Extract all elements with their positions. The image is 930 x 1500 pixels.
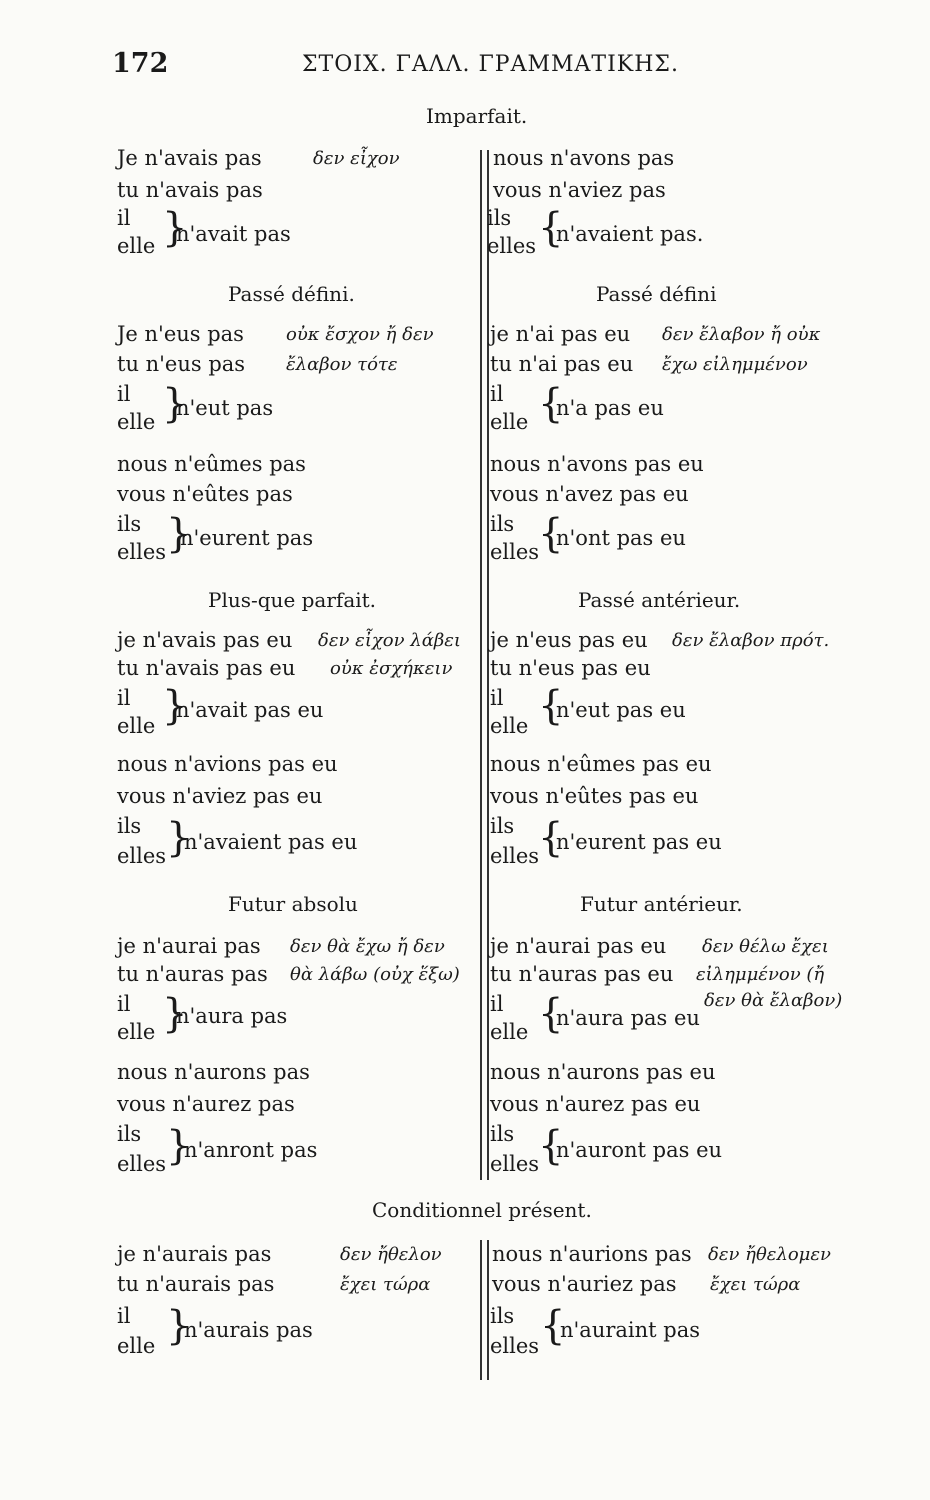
brace: { [538,381,564,427]
brace: } [166,1303,192,1349]
imparfait-r2: vous n'aviez pas [493,178,666,202]
brace: } [162,381,188,427]
brace: { [538,205,564,251]
co-l5: n'aurais pas [184,1318,313,1342]
imparfait-r5: n'avaient pas. [556,222,704,246]
pd-l10: n'eurent pas [180,526,314,550]
brace: } [166,1123,192,1169]
pd-r7: vous n'avez pas eu [490,482,689,506]
fu-gk2: θὰ λάβω (οὐχ ἕξω) [290,964,460,985]
pa-r5: n'eut pas eu [556,698,686,722]
fa-r6: nous n'aurons pas eu [490,1060,716,1084]
pd-r4: elle [490,410,529,434]
co-r2: vous n'auriez pas [492,1272,677,1296]
pqp-l7: vous n'aviez pas eu [117,784,323,808]
pd-l4: elle [117,410,156,434]
pd-l3: il [117,382,131,406]
pa-r2: tu n'eus pas eu [490,656,651,680]
pd-l6: nous n'eûmes pas [117,452,306,476]
pqp-l8: ils [117,814,142,838]
fu-l9: elles [117,1152,167,1176]
pqp-l4: elle [117,714,156,738]
pqp-l6: nous n'avions pas eu [117,752,338,776]
column-divider [480,150,489,1180]
fu-gk1: δεν θὰ ἔχω ἤ δεν [290,936,445,957]
brace: } [162,991,188,1037]
pqp-l1: je n'avais pas eu [117,628,293,652]
pd-r6: nous n'avons pas eu [490,452,704,476]
pqp-l5: n'avait pas eu [176,698,324,722]
pd-gk1: οὐκ ἔσχον ἤ δεν [286,324,434,345]
co-r5: n'auraint pas [560,1318,700,1342]
pa-r7: vous n'eûtes pas eu [490,784,699,808]
pqp-l9: elles [117,844,167,868]
pa-r9: elles [490,844,540,868]
brace: } [166,511,192,557]
pqp-gk2: οὐκ ἐσχήκειν [330,658,453,679]
brace: { [540,1303,566,1349]
pa-r8: ils [490,814,515,838]
imparfait-r3: ils [487,206,512,230]
co-gk2: ἔχει τώρα [340,1274,431,1295]
brace: } [166,815,192,861]
brace: { [538,683,564,729]
fa-gkr3: δεν θὰ ἔλαβον) [704,990,843,1011]
heading-futur-absolu: Futur absolu [228,892,358,916]
pa-r1: je n'eus pas eu [490,628,648,652]
fa-r10: n'auront pas eu [556,1138,723,1162]
heading-imparfait: Imparfait. [426,104,528,128]
pa-r3: il [490,686,504,710]
pd-l9: elles [117,540,167,564]
pd-r5: n'a pas eu [556,396,664,420]
fu-l8: ils [117,1122,142,1146]
imparfait-gk1: δεν εἶχον [313,148,400,169]
fu-l1: je n'aurai pas [117,934,261,958]
pqp-gk1: δεν εἶχον λάβει [318,630,461,651]
heading-passe-defini-right: Passé défini [596,282,717,306]
heading-passe-anterieur: Passé antérieur. [578,588,741,612]
co-gkr2: ἔχει τώρα [710,1274,801,1295]
pd-l7: vous n'eûtes pas [117,482,293,506]
fa-gkr1: δεν θέλω ἔχει [702,936,829,957]
imparfait-r1: nous n'avons pas [493,146,675,170]
pd-l1: Je n'eus pas [117,322,244,346]
pd-r8: ils [490,512,515,536]
fu-l3: il [117,992,131,1016]
pa-r4: elle [490,714,529,738]
co-r1: nous n'aurions pas [492,1242,692,1266]
pd-r10: n'ont pas eu [556,526,686,550]
pd-l8: ils [117,512,142,536]
imparfait-l5: n'avait pas [176,222,291,246]
pd-r3: il [490,382,504,406]
heading-conditionnel: Conditionnel présent. [372,1198,592,1222]
pqp-l10: n'avaient pas eu [184,830,358,854]
pd-l2: tu n'eus pas [117,352,246,376]
co-l3: il [117,1304,131,1328]
imparfait-l2: tu n'avais pas [117,178,263,202]
fu-l2: tu n'auras pas [117,962,268,986]
pd-gkr1: δεν ἔλαβον ἤ οὐκ [662,324,821,345]
pd-gkr2: ἔχω εἰλημμένον [662,354,808,375]
fu-l7: vous n'aurez pas [117,1092,295,1116]
brace: { [538,815,564,861]
co-l4: elle [117,1334,156,1358]
imparfait-l4: elle [117,234,156,258]
pa-r6: nous n'eûmes pas eu [490,752,712,776]
co-l2: tu n'aurais pas [117,1272,275,1296]
fa-gkr2: εἰλημμένον (ἤ [696,964,825,985]
pqp-l3: il [117,686,131,710]
brace: } [162,683,188,729]
heading-passe-defini-left: Passé défini. [228,282,355,306]
heading-plus-que-parfait: Plus-que parfait. [208,588,377,612]
brace: { [538,991,564,1037]
heading-futur-anterieur: Futur antérieur. [580,892,743,916]
fu-l4: elle [117,1020,156,1044]
imparfait-l1: Je n'avais pas [117,146,262,170]
fa-r2: tu n'auras pas eu [490,962,674,986]
pd-gk2: ἔλαβον τότε [286,354,398,375]
imparfait-l3: il [117,206,131,230]
pd-l5: n'eut pas [176,396,274,420]
fa-r8: ils [490,1122,515,1146]
fa-r4: elle [490,1020,529,1044]
brace: { [538,511,564,557]
brace: { [538,1123,564,1169]
page-number: 172 [112,48,169,79]
imparfait-r4: elles [487,234,537,258]
co-r4: elles [490,1334,540,1358]
pd-r9: elles [490,540,540,564]
fu-l5: n'aura pas [176,1004,288,1028]
running-title: ΣΤΟΙΧ. ΓΑΛΛ. ΓΡΑΜΜΑΤΙΚΗΣ. [302,52,679,77]
brace: } [162,205,188,251]
fu-l6: nous n'aurons pas [117,1060,310,1084]
column-divider-conditionnel [480,1240,489,1380]
pa-gkr1: δεν ἔλαβον πρότ. [672,630,830,651]
fa-r1: je n'aurai pas eu [490,934,667,958]
fa-r3: il [490,992,504,1016]
pqp-l2: tu n'avais pas eu [117,656,296,680]
co-l1: je n'aurais pas [117,1242,272,1266]
pa-r10: n'eurent pas eu [556,830,722,854]
co-r3: ils [490,1304,515,1328]
fu-l10: n'anront pas [184,1138,318,1162]
pd-r2: tu n'ai pas eu [490,352,634,376]
co-gkr1: δεν ἤθελομεν [708,1244,831,1265]
fa-r7: vous n'aurez pas eu [490,1092,701,1116]
fa-r9: elles [490,1152,540,1176]
page-header [112,48,850,84]
pd-r1: je n'ai pas eu [490,322,631,346]
co-gk1: δεν ἤθελον [340,1244,442,1265]
fa-r5: n'aura pas eu [556,1006,700,1030]
